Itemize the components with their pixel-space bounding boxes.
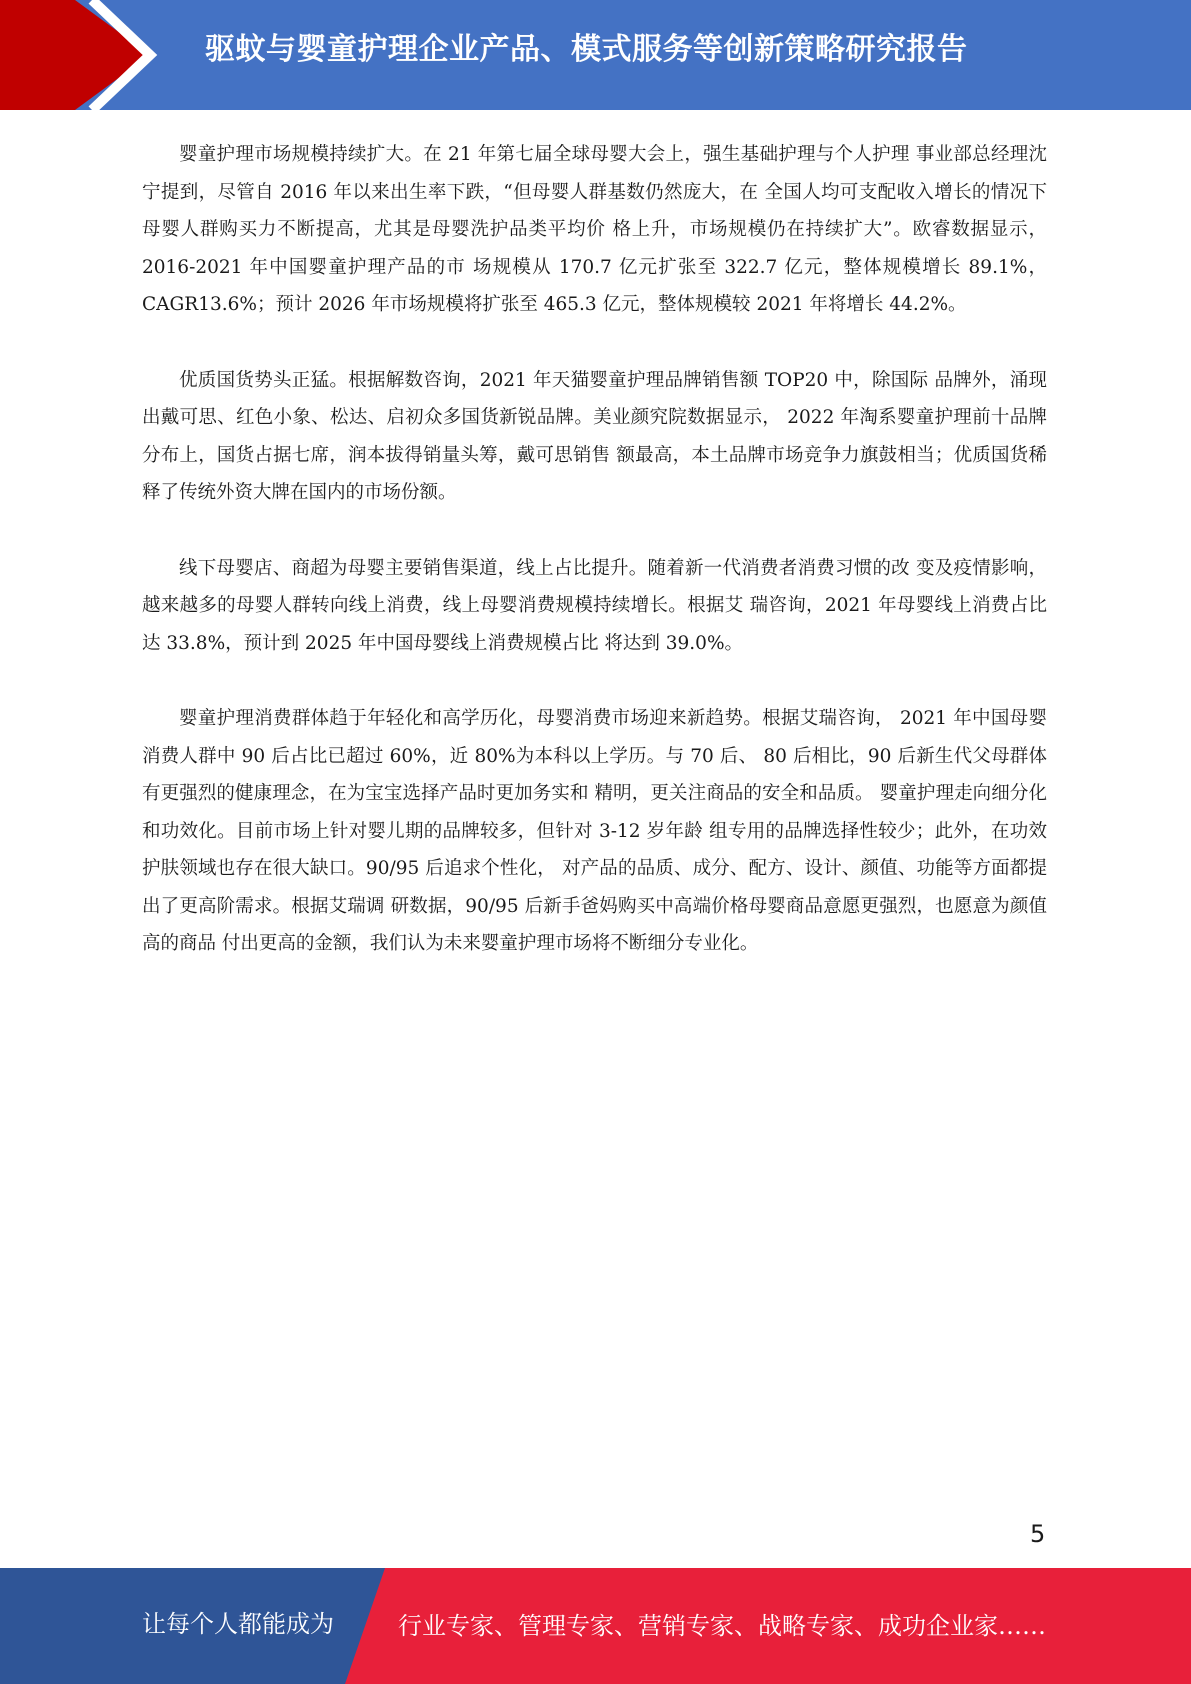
paragraph-consumer-trends: 婴童护理消费群体趋于年轻化和高学历化，母婴消费市场迎来新趋势。根据艾瑞咨询， 2021 年中国母婴消费人群中 90 后占比已超过 60%，近 80%为本科以上学历。与 70 后、 80 后相比，90 后新生代父母群体有更强烈的健康理念，在为宝宝选择产品时更加务实和 精明，更关注商品的安全和品质。 婴童护理走向细分化和功效化。目前市场上针对婴儿期的品牌较多，但针对 3-12 岁年龄 组专用的品牌选择性较少；此外，在功效护肤领域也存在很大缺口。90/95 后追求个性化， 对产品的品质、成分、配方、设计、颜值、功能等方面都提出了更高阶需求。根据艾瑞调 研数据，90/95 后新手爸妈购买中高端价格母婴商品意愿更强烈，也愿意为颜值高的商品 付出更高的金额，我们认为未来婴童护理市场将不断细分专业化。 xyxy=(142,708,1047,954)
paragraph-market-scale: 婴童护理市场规模持续扩大。在 21 年第七届全球母婴大会上，强生基础护理与个人护理 事业部总经理沈宁提到，尽管自 2016 年以来出生率下跌，“但母婴人群基数仍然庞大，在 全国人均可支配收入增长的情况下母婴人群购买力不断提高，尤其是母婴洗护品类平均价 格上升，市场规模仍在持续扩大”。欧睿数据显示，2016-2021 年中国婴童护理产品的市 场规模从 170.7 亿元扩张至 322.7 亿元，整体规模增长 89.1%，CAGR13.6%；预计 2026 年市场规模将扩张至 465.3 亿元，整体规模较 2021 年将增长 44.2%。 xyxy=(142,144,1047,315)
footer-slogan-lead: 让每个人都能成为 xyxy=(142,1610,334,1638)
paragraph-sales-channels: 线下母婴店、商超为母婴主要销售渠道，线上占比提升。随着新一代消费者消费习惯的改 变及疫情影响，越来越多的母婴人群转向线上消费，线上母婴消费规模持续增长。根据艾 瑞咨询，2021 年母婴线上消费占比达 33.8%，预计到 2025 年中国母婴线上消费规模占比 将达到 39.0%。 xyxy=(142,557,1047,654)
document-title: 驱蚊与婴童护理企业产品、模式服务等创新策略研究报告 xyxy=(205,32,968,67)
footer-slogan-roles: 行业专家、管理专家、营销专家、战略专家、成功企业家…… xyxy=(398,1612,1046,1640)
paragraph-domestic-brands: 优质国货势头正猛。根据解数咨询，2021 年天猫婴童护理品牌销售额 TOP20 中，除国际 品牌外，涌现出戴可思、红色小象、松达、启初众多国货新锐品牌。美业颜究院数据显示， 2022 年淘系婴童护理前十品牌分布上，国货占据七席，润本拔得销量头筹，戴可思销售 额最高，本土品牌市场竞争力旗鼓相当；优质国货稀释了传统外资大牌在国内的市场份额。 xyxy=(142,369,1047,503)
page-footer xyxy=(0,1568,1191,1684)
page-number: 5 xyxy=(1030,1520,1046,1548)
page-header xyxy=(0,0,1191,110)
report-body xyxy=(142,136,1047,1001)
